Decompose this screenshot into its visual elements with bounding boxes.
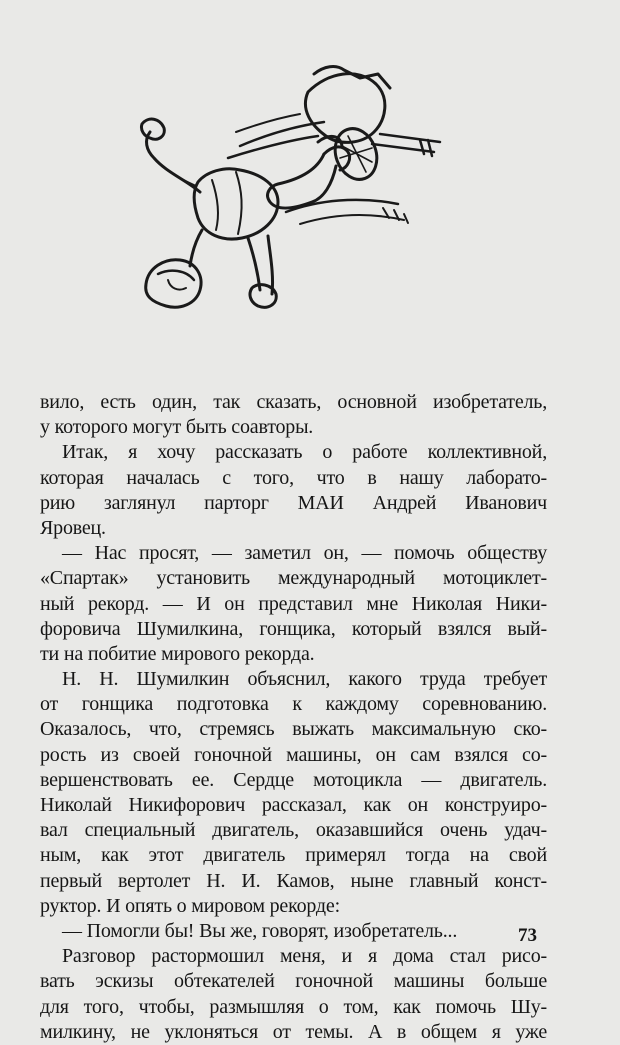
text-line: Оказалось, что, стремясь выжать максимальную ско- — [40, 718, 547, 741]
text-line: вать эскизы обтекателей гоночной машины больше — [40, 970, 547, 993]
text-line: милкину, не уклоняться от темы. А в общем я уже — [40, 1020, 547, 1043]
text-line: у которого могут быть соавторы. — [40, 416, 314, 439]
text-line: Итак, я хочу рассказать о работе коллективной, — [62, 441, 547, 464]
text-line: — Помогли бы! Вы же, говорят, изобретатель... — [62, 919, 458, 942]
text-line: — Нас просят, — заметил он, — помочь обществу — [62, 542, 547, 565]
text-line: которая началась с того, что в нашу лаборато- — [40, 466, 547, 489]
text-line: вал специальный двигатель, оказавшийся очень удач- — [40, 819, 547, 842]
text-line: Разговор растормошил меня, и я дома стал рисо- — [62, 945, 547, 968]
text-line: рию заглянул парторг МАИ Андрей Иванович — [40, 491, 547, 514]
body-text — [40, 390, 547, 1045]
text-line: ный рекорд. — И он представил мне Николая Ники- — [40, 592, 547, 615]
text-line: ным, как этот двигатель примерял тогда на свой — [40, 844, 547, 867]
text-line: Н. Н. Шумилкин объяснил, какого труда требует — [62, 668, 547, 691]
page-number: 73 — [518, 925, 537, 946]
text-line: вершенствовать ее. Сердце мотоцикла — двигатель. — [40, 768, 547, 791]
motorcyclist-falling-illustration — [128, 62, 458, 340]
text-line: «Спартак» установить международный мотоциклет- — [40, 567, 547, 590]
text-line: Николай Никифорович рассказал, как он конструиро- — [40, 794, 547, 816]
text-line: Яровец. — [40, 516, 106, 539]
text-line: рость из своей гоночной машины, он сам взялся со- — [40, 743, 547, 766]
text-line: руктор. И опять о мировом рекорде: — [40, 894, 340, 917]
text-line: форовича Шумилкина, гонщика, который взялся вый- — [40, 617, 547, 640]
text-line: для того, чтобы, размышляя о том, как помочь Шу- — [40, 995, 547, 1018]
text-line: первый вертолет Н. И. Камов, ныне главный конст- — [40, 869, 547, 892]
text-line: вило, есть один, так сказать, основной изобретатель, — [40, 391, 547, 413]
text-line: ти на побитие мирового рекорда. — [40, 642, 315, 665]
text-line: от гонщика подготовка к каждому соревнованию. — [40, 693, 547, 716]
